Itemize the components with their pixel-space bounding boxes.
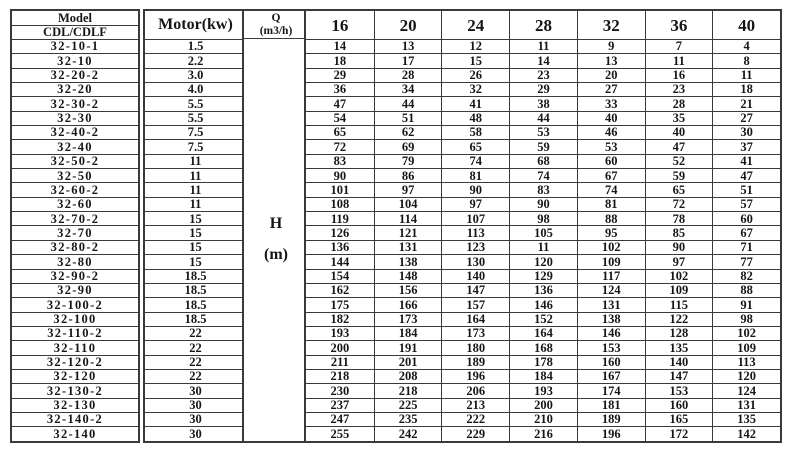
head-cell: 78: [645, 211, 713, 225]
head-cell: 235: [374, 412, 442, 426]
motor-cell: 30: [145, 383, 246, 397]
head-cell: 160: [645, 398, 713, 412]
motor-cell: 15: [145, 211, 246, 225]
head-cell: 200: [509, 398, 577, 412]
model-cell: 32-30: [12, 111, 138, 125]
head-cell: 175: [306, 297, 374, 311]
motor-cell: 11: [145, 182, 246, 196]
motor-cell: 18.5: [145, 297, 246, 311]
head-cell: 213: [441, 398, 509, 412]
head-cell: 102: [577, 240, 645, 254]
head-cell: 196: [441, 369, 509, 383]
motor-cell: 30: [145, 398, 246, 412]
head-cell: 165: [645, 412, 713, 426]
head-cell: 123: [441, 240, 509, 254]
head-cell: 14: [509, 53, 577, 67]
head-cell: 4: [712, 39, 780, 53]
motor-header: Motor(kw): [158, 16, 233, 33]
model-cell: 32-140-2: [12, 412, 138, 426]
head-cell: 140: [441, 269, 509, 283]
head-cell: 98: [509, 211, 577, 225]
head-cell: 7: [645, 39, 713, 53]
head-cell: 60: [577, 154, 645, 168]
h-unit-label: (m): [264, 246, 288, 264]
model-cell: 32-60-2: [12, 182, 138, 196]
head-cell: 191: [374, 340, 442, 354]
head-cell: 74: [509, 168, 577, 182]
head-cell: 136: [306, 240, 374, 254]
head-cell: 97: [645, 254, 713, 268]
head-cell: 59: [509, 139, 577, 153]
head-cell: 34: [374, 82, 442, 96]
head-cell: 184: [374, 326, 442, 340]
head-cell: 182: [306, 312, 374, 326]
model-cell: 32-70-2: [12, 211, 138, 225]
head-cell: 124: [712, 383, 780, 397]
motor-cell: 3.0: [145, 68, 246, 82]
head-cell: 29: [306, 68, 374, 82]
head-cell: 210: [509, 412, 577, 426]
head-cell: 11: [509, 240, 577, 254]
head-cell: 105: [509, 225, 577, 239]
head-cell: 67: [577, 168, 645, 182]
head-cell: 72: [306, 139, 374, 153]
head-cell: 131: [712, 398, 780, 412]
head-cell: 81: [577, 197, 645, 211]
head-cell: 147: [441, 283, 509, 297]
head-cell: 102: [712, 326, 780, 340]
head-cell: 35: [645, 111, 713, 125]
head-cell: 131: [374, 240, 442, 254]
head-cell: 229: [441, 426, 509, 440]
head-cell: 120: [712, 369, 780, 383]
model-cell: 32-40: [12, 139, 138, 153]
head-cell: 117: [577, 269, 645, 283]
head-cell: 30: [712, 125, 780, 139]
head-cell: 90: [509, 197, 577, 211]
motor-column: [143, 9, 248, 443]
head-cell: 15: [441, 53, 509, 67]
head-cell: 44: [509, 111, 577, 125]
head-cell: 90: [645, 240, 713, 254]
model-cell: 32-10: [12, 53, 138, 67]
model-cell: 32-20: [12, 82, 138, 96]
model-cell: 32-50-2: [12, 154, 138, 168]
head-cell: 152: [509, 312, 577, 326]
head-cell: 104: [374, 197, 442, 211]
head-cell: 162: [306, 283, 374, 297]
model-cell: 32-50: [12, 168, 138, 182]
motor-cell: 11: [145, 154, 246, 168]
head-cell: 54: [306, 111, 374, 125]
head-cell: 18: [306, 53, 374, 67]
head-cell: 181: [577, 398, 645, 412]
model-column: [10, 9, 140, 443]
head-cell: 196: [577, 426, 645, 440]
head-cell: 88: [577, 211, 645, 225]
head-cell: 67: [712, 225, 780, 239]
head-cell: 208: [374, 369, 442, 383]
head-cell: 28: [645, 96, 713, 110]
head-cell: 53: [509, 125, 577, 139]
head-cell: 65: [306, 125, 374, 139]
head-cell: 8: [712, 53, 780, 67]
model-cell: 32-10-1: [12, 39, 138, 53]
motor-cell: 7.5: [145, 139, 246, 153]
head-cell: 164: [509, 326, 577, 340]
head-cell: 79: [374, 154, 442, 168]
head-cell: 48: [441, 111, 509, 125]
motor-cell: 30: [145, 426, 246, 440]
head-cell: 115: [645, 297, 713, 311]
head-cell: 74: [441, 154, 509, 168]
motor-cell: 2.2: [145, 53, 246, 67]
head-cell: 178: [509, 355, 577, 369]
head-cell: 95: [577, 225, 645, 239]
head-cell: 218: [306, 369, 374, 383]
motor-cell: 22: [145, 369, 246, 383]
model-cell: 32-130: [12, 398, 138, 412]
head-cell: 184: [509, 369, 577, 383]
head-cell: 97: [374, 182, 442, 196]
head-cell: 173: [374, 312, 442, 326]
head-cell: 114: [374, 211, 442, 225]
head-cell: 135: [712, 412, 780, 426]
model-cell: 32-120-2: [12, 355, 138, 369]
head-cell: 140: [645, 355, 713, 369]
model-cell: 32-90: [12, 283, 138, 297]
flow-header-cell: 32: [577, 11, 645, 39]
head-cell: 124: [577, 283, 645, 297]
head-cell: 28: [374, 68, 442, 82]
head-cell: 23: [645, 82, 713, 96]
motor-cell: 22: [145, 326, 246, 340]
head-cell: 57: [712, 197, 780, 211]
head-cell: 225: [374, 398, 442, 412]
head-cell: 172: [645, 426, 713, 440]
motor-cell: 18.5: [145, 269, 246, 283]
head-cell: 189: [441, 355, 509, 369]
head-cell: 18: [712, 82, 780, 96]
head-cell: 37: [712, 139, 780, 153]
flow-header-cell: 36: [645, 11, 713, 39]
head-cell: 47: [306, 96, 374, 110]
head-cell: 11: [645, 53, 713, 67]
head-cell: 82: [712, 269, 780, 283]
head-cell: 71: [712, 240, 780, 254]
head-cell: 126: [306, 225, 374, 239]
motor-cell: 15: [145, 240, 246, 254]
head-cell: 47: [645, 139, 713, 153]
head-cell: 189: [577, 412, 645, 426]
head-cell: 72: [645, 197, 713, 211]
head-cell: 27: [712, 111, 780, 125]
model-cell: 32-110: [12, 340, 138, 354]
head-cell: 58: [441, 125, 509, 139]
head-cell: 41: [712, 154, 780, 168]
model-cell: 32-90-2: [12, 269, 138, 283]
head-cell: 193: [509, 383, 577, 397]
model-cell: 32-120: [12, 369, 138, 383]
head-cell: 12: [441, 39, 509, 53]
head-cell: 230: [306, 383, 374, 397]
head-cell: 47: [712, 168, 780, 182]
head-cell: 14: [306, 39, 374, 53]
motor-cell: 11: [145, 197, 246, 211]
head-cell: 222: [441, 412, 509, 426]
head-cell: 83: [306, 154, 374, 168]
head-cell: 113: [712, 355, 780, 369]
motor-cell: 7.5: [145, 125, 246, 139]
head-cell: 102: [645, 269, 713, 283]
head-cell: 88: [712, 283, 780, 297]
head-cell: 121: [374, 225, 442, 239]
head-cell: 201: [374, 355, 442, 369]
head-cell: 59: [645, 168, 713, 182]
head-cell: 9: [577, 39, 645, 53]
head-cell: 164: [441, 312, 509, 326]
head-cell: 153: [577, 340, 645, 354]
head-cell: 180: [441, 340, 509, 354]
head-cell: 26: [441, 68, 509, 82]
head-cell: 107: [441, 211, 509, 225]
model-cell: 32-140: [12, 426, 138, 440]
model-cell: 32-70: [12, 225, 138, 239]
motor-cell: 18.5: [145, 283, 246, 297]
head-cell: 138: [577, 312, 645, 326]
q-header-line1: Q: [271, 12, 281, 25]
head-cell: 138: [374, 254, 442, 268]
model-cell: 32-80-2: [12, 240, 138, 254]
head-cell: 154: [306, 269, 374, 283]
head-cell: 167: [577, 369, 645, 383]
q-header: [244, 11, 308, 39]
head-cell: 40: [645, 125, 713, 139]
head-cell: 135: [645, 340, 713, 354]
head-cell: 77: [712, 254, 780, 268]
head-cell: 11: [509, 39, 577, 53]
model-cell: 32-20-2: [12, 68, 138, 82]
head-cell: 122: [645, 312, 713, 326]
motor-cell: 5.5: [145, 96, 246, 110]
model-cell: 32-80: [12, 254, 138, 268]
head-cell: 120: [509, 254, 577, 268]
head-cell: 131: [577, 297, 645, 311]
motor-cell: 11: [145, 168, 246, 182]
head-cell: 69: [374, 139, 442, 153]
head-cell: 146: [577, 326, 645, 340]
head-cell: 144: [306, 254, 374, 268]
head-cell: 173: [441, 326, 509, 340]
head-cell: 156: [374, 283, 442, 297]
head-cell: 33: [577, 96, 645, 110]
motor-cell: 5.5: [145, 111, 246, 125]
head-cell: 16: [645, 68, 713, 82]
model-header-line2: CDL/CDLF: [12, 25, 138, 39]
head-cell: 32: [441, 82, 509, 96]
head-cell: 17: [374, 53, 442, 67]
flow-header-cell: 20: [374, 11, 442, 39]
head-cell: 23: [509, 68, 577, 82]
head-cell: 65: [645, 182, 713, 196]
motor-cell: 15: [145, 225, 246, 239]
head-cell: 146: [509, 297, 577, 311]
head-cell: 98: [712, 312, 780, 326]
model-cell: 32-130-2: [12, 383, 138, 397]
head-cell: 109: [645, 283, 713, 297]
model-cell: 32-100-2: [12, 297, 138, 311]
flow-header-cell: 16: [331, 15, 349, 35]
head-cell: 11: [712, 68, 780, 82]
head-cell: 109: [712, 340, 780, 354]
head-cell: 85: [645, 225, 713, 239]
head-cell: 81: [441, 168, 509, 182]
model-header-line1: Model: [57, 11, 93, 25]
head-cell: 62: [374, 125, 442, 139]
head-cell: 52: [645, 154, 713, 168]
head-cell: 206: [441, 383, 509, 397]
head-cell: 40: [577, 111, 645, 125]
head-cell: 216: [509, 426, 577, 440]
motor-cell: 1.5: [145, 39, 246, 53]
head-cell: 53: [577, 139, 645, 153]
head-cell: 97: [441, 197, 509, 211]
head-cell: 90: [306, 168, 374, 182]
head-cell: 21: [712, 96, 780, 110]
head-cell: 68: [509, 154, 577, 168]
model-cell: 32-100: [12, 312, 138, 326]
head-cell: 130: [441, 254, 509, 268]
head-cell: 13: [374, 39, 442, 53]
head-cell: 119: [306, 211, 374, 225]
head-cell: 128: [645, 326, 713, 340]
flow-header-cell: 28: [509, 11, 577, 39]
head-cell: 65: [441, 139, 509, 153]
head-cell: 46: [577, 125, 645, 139]
h-unit-cell: [244, 39, 308, 441]
flow-head-column: [242, 9, 310, 443]
head-cell: 237: [306, 398, 374, 412]
head-cell: 160: [577, 355, 645, 369]
head-cell: 51: [374, 111, 442, 125]
head-cell: 157: [441, 297, 509, 311]
head-cell: 90: [441, 182, 509, 196]
head-cell: 242: [374, 426, 442, 440]
motor-cell: 18.5: [145, 312, 246, 326]
head-cell: 174: [577, 383, 645, 397]
head-cell: 109: [577, 254, 645, 268]
head-cell: 83: [509, 182, 577, 196]
head-cell: 86: [374, 168, 442, 182]
head-cell: 38: [509, 96, 577, 110]
head-cell: 108: [306, 197, 374, 211]
flow-header-cell: 40: [712, 11, 780, 39]
head-cell: 41: [441, 96, 509, 110]
head-cell: 113: [441, 225, 509, 239]
head-cell: 101: [306, 182, 374, 196]
head-cell: 13: [577, 53, 645, 67]
head-cell: 247: [306, 412, 374, 426]
head-cell: 193: [306, 326, 374, 340]
motor-cell: 15: [145, 254, 246, 268]
head-cell: 148: [374, 269, 442, 283]
head-values-grid: [304, 9, 782, 443]
model-cell: 32-60: [12, 197, 138, 211]
head-cell: 44: [374, 96, 442, 110]
head-cell: 36: [306, 82, 374, 96]
head-cell: 153: [645, 383, 713, 397]
model-cell: 32-30-2: [12, 96, 138, 110]
motor-cell: 30: [145, 412, 246, 426]
model-cell: 32-40-2: [12, 125, 138, 139]
head-cell: 20: [577, 68, 645, 82]
head-cell: 74: [577, 182, 645, 196]
head-cell: 168: [509, 340, 577, 354]
head-cell: 218: [374, 383, 442, 397]
head-cell: 91: [712, 297, 780, 311]
motor-cell: 22: [145, 355, 246, 369]
q-header-line2: (m3/h): [259, 24, 293, 37]
h-label: H: [269, 215, 283, 233]
head-cell: 211: [306, 355, 374, 369]
head-cell: 166: [374, 297, 442, 311]
motor-cell: 4.0: [145, 82, 246, 96]
head-cell: 51: [712, 182, 780, 196]
head-cell: 147: [645, 369, 713, 383]
head-cell: 255: [306, 426, 374, 440]
head-cell: 136: [509, 283, 577, 297]
head-cell: 200: [306, 340, 374, 354]
head-cell: 129: [509, 269, 577, 283]
head-cell: 29: [509, 82, 577, 96]
model-cell: 32-110-2: [12, 326, 138, 340]
head-cell: 27: [577, 82, 645, 96]
head-cell: 142: [712, 426, 780, 440]
flow-header-cell: 24: [441, 11, 509, 39]
motor-cell: 22: [145, 340, 246, 354]
head-cell: 60: [712, 211, 780, 225]
